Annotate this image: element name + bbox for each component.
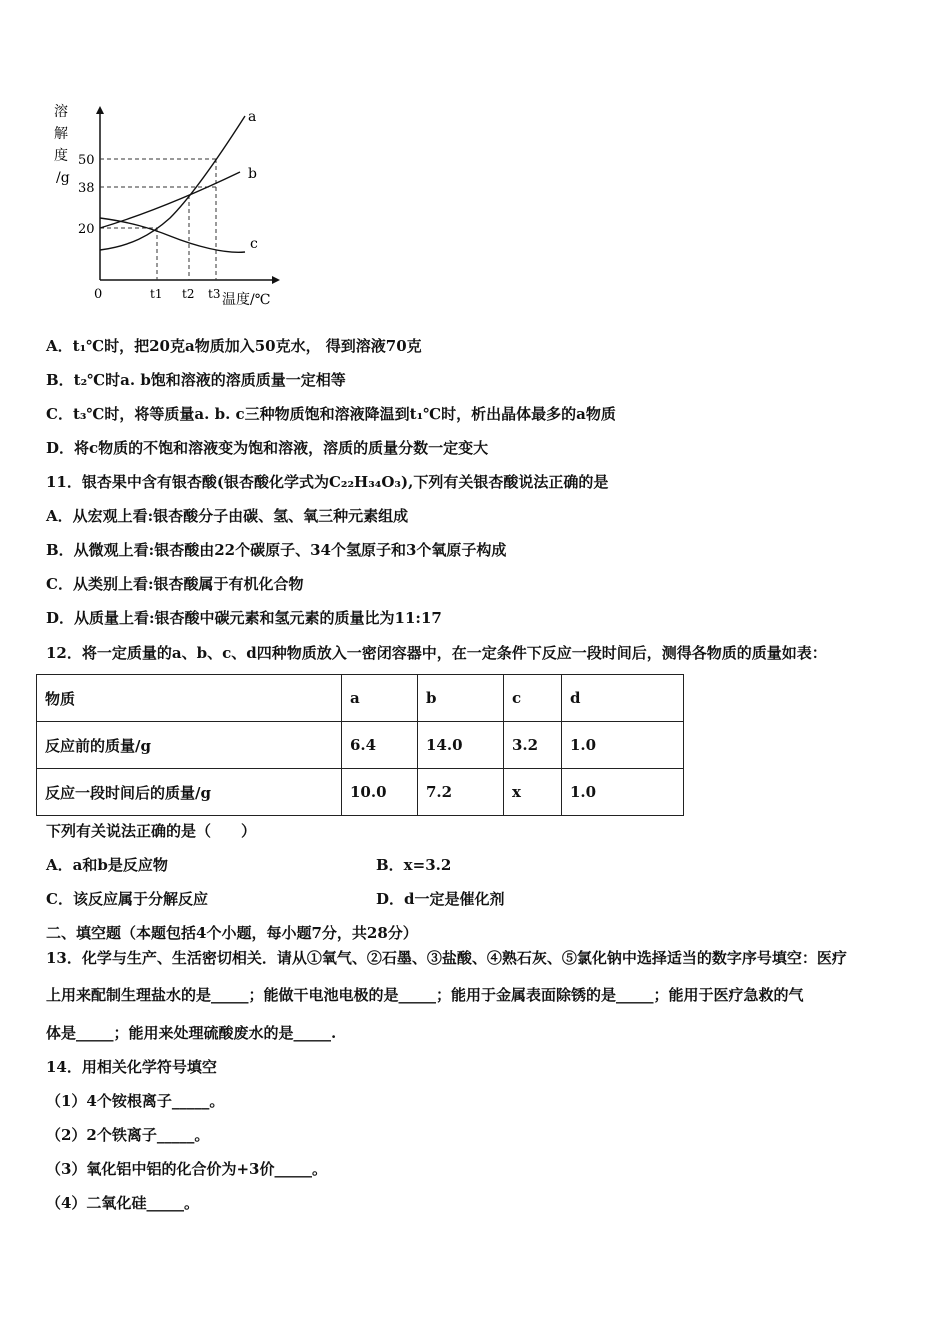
curve-c	[100, 218, 245, 252]
q14-item-4: （4）二氧化硅_____。	[46, 1194, 199, 1212]
table-cell: a	[342, 675, 418, 722]
table-cell: 7.2	[418, 769, 504, 816]
q11-option-c: C．从类别上看:银杏酸属于有机化合物	[46, 575, 304, 593]
q14-item-1: （1）4个铵根离子_____。	[46, 1092, 225, 1110]
y-axis-label-3: 度	[54, 148, 68, 164]
table-cell: 1.0	[562, 769, 684, 816]
x-axis-arrow	[272, 276, 280, 284]
curve-a	[100, 116, 245, 250]
solubility-chart-svg	[50, 98, 290, 313]
table-row	[37, 769, 684, 816]
q14-item-3: （3）氧化铝中铝的化合价为+3价_____。	[46, 1160, 327, 1178]
table-cell: 反应一段时间后的质量/g	[37, 769, 342, 816]
x-tick-t3: t3	[208, 287, 221, 301]
y-axis-label-1: 溶	[54, 104, 68, 120]
solubility-chart	[50, 98, 290, 313]
q13-line-3: 体是_____；能用来处理硫酸废水的是_____.	[46, 1024, 337, 1042]
table-cell: 10.0	[342, 769, 418, 816]
y-axis-arrow	[96, 106, 104, 114]
mass-table	[36, 674, 684, 816]
x-axis-label: 温度/℃	[222, 292, 271, 308]
q10-option-c: C．t₃℃时，将等质量a. b. c三种物质饱和溶液降温到t₁℃时，析出晶体最多的a物质	[46, 405, 616, 423]
q13-line-1: 13．化学与生产、生活密切相关．请从①氧气、②石墨、③盐酸、④熟石灰、⑤氯化钠中选择适当的数字序号填空：医疗	[46, 949, 847, 967]
y-tick-50: 50	[78, 153, 95, 168]
q12-option-b: B．x=3.2	[376, 856, 452, 874]
table-cell: 14.0	[418, 722, 504, 769]
curve-label-b: b	[248, 166, 257, 182]
q11-option-a: A．从宏观上看:银杏酸分子由碳、氢、氧三种元素组成	[46, 507, 409, 525]
table-header-row	[37, 675, 684, 722]
q12-option-a: A．a和b是反应物	[46, 856, 168, 874]
q11-option-d: D．从质量上看:银杏酸中碳元素和氢元素的质量比为11:17	[46, 609, 442, 627]
q12-option-c: C．该反应属于分解反应	[46, 890, 208, 908]
q12-stem: 12．将一定质量的a、b、c、d四种物质放入一密闭容器中，在一定条件下反应一段时间后，测得各物质的质量如表：	[46, 644, 827, 662]
table-cell: 3.2	[504, 722, 562, 769]
q12-question: 下列有关说法正确的是（ ）	[46, 822, 257, 840]
section-2-heading: 二、填空题（本题包括4个小题，每小题7分，共28分）	[46, 924, 418, 942]
curve-label-a: a	[248, 109, 257, 125]
q11-option-b: B．从微观上看:银杏酸由22个碳原子、34个氢原子和3个氧原子构成	[46, 541, 507, 559]
y-axis-label-2: 解	[54, 126, 68, 142]
table-cell: 6.4	[342, 722, 418, 769]
q14-stem: 14．用相关化学符号填空	[46, 1058, 217, 1076]
q13-line-2: 上用来配制生理盐水的是_____；能做干电池电极的是_____；能用于金属表面除锈的是_____；能用于医疗急救的气	[46, 986, 804, 1004]
table-cell: 物质	[37, 675, 342, 722]
table-cell: d	[562, 675, 684, 722]
table-cell: 1.0	[562, 722, 684, 769]
curve-b	[100, 172, 240, 228]
curve-label-c: c	[250, 236, 258, 252]
q14-item-2: （2）2个铁离子_____。	[46, 1126, 210, 1144]
y-axis-label-4: /g	[56, 170, 70, 186]
q12-option-d: D．d一定是催化剂	[376, 890, 505, 908]
table-row	[37, 722, 684, 769]
q11-stem: 11．银杏果中含有银杏酸(银杏酸化学式为C₂₂H₃₄O₃),下列有关银杏酸说法正确的是	[46, 473, 609, 491]
table-cell: b	[418, 675, 504, 722]
x-tick-t2: t2	[182, 287, 195, 301]
table-cell: 反应前的质量/g	[37, 722, 342, 769]
q10-option-b: B．t₂℃时a. b饱和溶液的溶质质量一定相等	[46, 371, 346, 389]
table-cell: c	[504, 675, 562, 722]
q10-option-d: D．将c物质的不饱和溶液变为饱和溶液，溶质的质量分数一定变大	[46, 439, 489, 457]
y-tick-20: 20	[78, 222, 95, 237]
x-tick-t1: t1	[150, 287, 163, 301]
x-tick-0: 0	[94, 287, 103, 302]
q10-option-a: A．t₁℃时，把20克a物质加入50克水， 得到溶液70克	[46, 337, 422, 355]
y-tick-38: 38	[78, 181, 95, 196]
table-cell: x	[504, 769, 562, 816]
